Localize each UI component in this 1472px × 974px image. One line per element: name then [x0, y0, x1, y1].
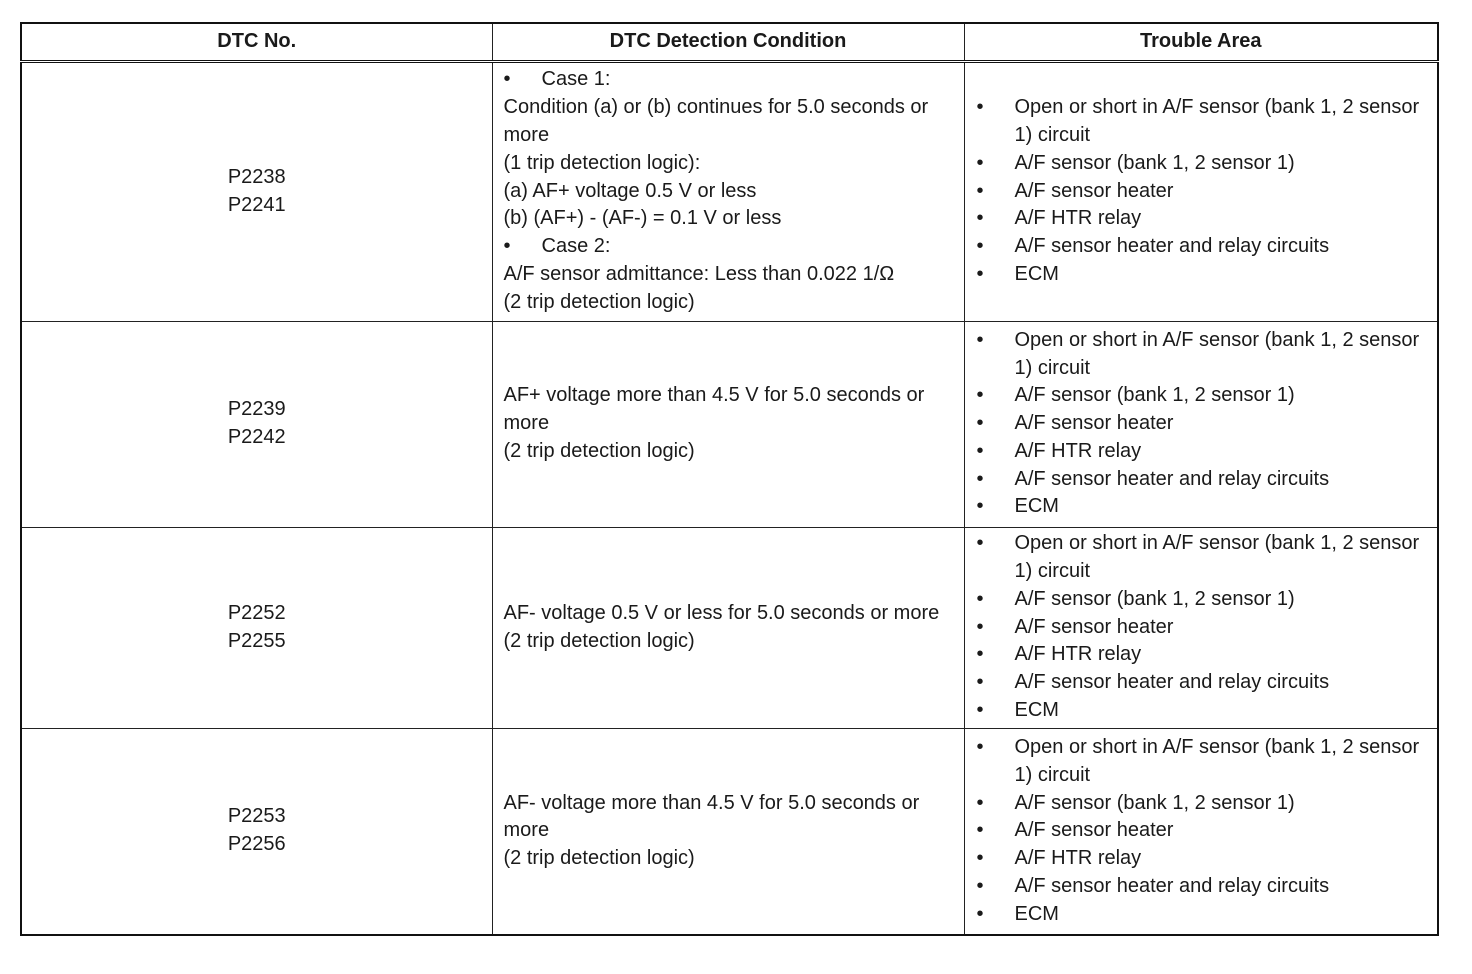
trouble-area-text: A/F HTR relay [1014, 439, 1142, 462]
list-item [977, 845, 1430, 873]
bullet: • [976, 235, 984, 258]
trouble-area-text: ECM [1014, 262, 1059, 285]
list-item [977, 327, 1430, 383]
trouble-area-cell [964, 321, 1438, 527]
trouble-area-text: ECM [1014, 902, 1059, 925]
bullet: • [976, 384, 984, 407]
list-item [977, 150, 1430, 178]
trouble-area-text: A/F HTR relay [1014, 207, 1142, 230]
bullet: • [976, 262, 984, 285]
bullet: • [976, 874, 984, 897]
case-label: Case 1: [541, 68, 611, 91]
trouble-area-text: Open or short in A/F sensor (bank 1, 2 sensor 1) circuit [1014, 735, 1420, 786]
trouble-area-text: A/F sensor heater [1014, 412, 1174, 435]
trouble-area-text: A/F HTR relay [1014, 643, 1142, 666]
dtc-code: P2241 [227, 193, 286, 216]
list-item [977, 697, 1430, 725]
trouble-area-text: A/F sensor (bank 1, 2 sensor 1) [1014, 384, 1295, 407]
list-item [977, 734, 1430, 790]
condition-line: (2 trip detection logic) [503, 629, 695, 652]
list-item [977, 614, 1430, 642]
bullet: • [503, 235, 511, 258]
case-1 [504, 66, 958, 94]
bullet: • [976, 615, 984, 638]
trouble-area-text: A/F sensor heater and relay circuits [1014, 874, 1330, 897]
bullet: • [976, 439, 984, 462]
bullet: • [976, 495, 984, 518]
condition-cell [492, 321, 964, 527]
dtc-code: P2256 [227, 833, 286, 856]
bullet: • [976, 467, 984, 490]
bullet: • [976, 207, 984, 230]
list-item [977, 178, 1430, 206]
bullet: • [976, 328, 984, 351]
bullet: • [503, 68, 511, 91]
condition-line: AF+ voltage more than 4.5 V for 5.0 seconds or more [503, 384, 925, 435]
trouble-area-text: A/F sensor heater and relay circuits [1014, 235, 1330, 258]
list-item [977, 641, 1430, 669]
header-dtc-no: DTC No. [21, 23, 492, 61]
trouble-area-list [977, 530, 1430, 725]
bullet: • [976, 847, 984, 870]
list-item [977, 901, 1430, 929]
condition-line: AF- voltage more than 4.5 V for 5.0 seconds or more [503, 791, 920, 842]
bullet: • [976, 587, 984, 610]
table-row [21, 61, 1438, 321]
condition-line: AF- voltage 0.5 V or less for 5.0 seconds or more [503, 601, 940, 624]
trouble-area-cell [964, 728, 1438, 935]
list-item [977, 261, 1430, 289]
bullet: • [976, 179, 984, 202]
trouble-area-text: A/F sensor heater [1014, 819, 1174, 842]
table-row [21, 728, 1438, 935]
trouble-area-text: Open or short in A/F sensor (bank 1, 2 sensor 1) circuit [1014, 96, 1420, 146]
condition-line: Condition (a) or (b) continues for 5.0 seconds or more [503, 96, 929, 146]
dtc-code: P2255 [227, 629, 286, 652]
trouble-area-cell [964, 527, 1438, 728]
bullet: • [976, 643, 984, 666]
trouble-area-list [977, 327, 1430, 522]
header-row [21, 23, 1438, 61]
condition-line: (b) (AF+) - (AF-) = 0.1 V or less [503, 207, 782, 230]
table-header [21, 23, 1438, 61]
bullet: • [976, 151, 984, 174]
list-item [977, 873, 1430, 901]
condition-line: (1 trip detection logic): [503, 151, 701, 174]
bullet: • [976, 698, 984, 721]
bullet: • [976, 735, 984, 758]
condition-line: (a) AF+ voltage 0.5 V or less [503, 179, 757, 202]
list-item [977, 382, 1430, 410]
condition-line: (2 trip detection logic) [503, 439, 695, 462]
table-row [21, 527, 1438, 728]
trouble-area-text: A/F sensor heater [1014, 179, 1174, 202]
bullet: • [976, 412, 984, 435]
case-label: Case 2: [541, 235, 611, 258]
dtc-cell [21, 728, 492, 935]
list-item [977, 586, 1430, 614]
bullet: • [976, 96, 984, 119]
header-detection-condition: DTC Detection Condition [492, 23, 964, 61]
table-row [21, 321, 1438, 527]
list-item [977, 438, 1430, 466]
bullet: • [976, 819, 984, 842]
trouble-area-text: ECM [1014, 698, 1059, 721]
list-item [977, 94, 1430, 150]
trouble-area-text: A/F sensor (bank 1, 2 sensor 1) [1014, 791, 1295, 814]
trouble-area-text: Open or short in A/F sensor (bank 1, 2 sensor 1) circuit [1014, 328, 1420, 379]
list-item [977, 669, 1430, 697]
trouble-area-text: Open or short in A/F sensor (bank 1, 2 sensor 1) circuit [1014, 532, 1420, 582]
table-body [21, 61, 1438, 935]
list-item [977, 410, 1430, 438]
list-item [977, 493, 1430, 521]
dtc-code: P2238 [227, 165, 286, 188]
bullet: • [976, 532, 984, 555]
case-2 [504, 233, 958, 261]
dtc-cell [21, 321, 492, 527]
condition-cell [492, 61, 964, 321]
header-trouble-area: Trouble Area [964, 23, 1438, 61]
bullet: • [976, 791, 984, 814]
dtc-cell [21, 527, 492, 728]
list-item [977, 205, 1430, 233]
dtc-code: P2252 [227, 601, 286, 624]
trouble-area-text: A/F sensor (bank 1, 2 sensor 1) [1014, 151, 1295, 174]
list-item [977, 790, 1430, 818]
trouble-area-text: A/F sensor heater [1014, 615, 1174, 638]
trouble-area-text: A/F sensor heater and relay circuits [1014, 467, 1330, 490]
trouble-area-text: A/F sensor heater and relay circuits [1014, 671, 1330, 694]
list-item [977, 233, 1430, 261]
bullet: • [976, 902, 984, 925]
list-item [977, 466, 1430, 494]
dtc-table [20, 22, 1439, 936]
condition-cell [492, 527, 964, 728]
dtc-code: P2239 [227, 398, 286, 421]
trouble-area-list [977, 94, 1430, 289]
dtc-cell [21, 61, 492, 321]
trouble-area-text: A/F sensor (bank 1, 2 sensor 1) [1014, 587, 1295, 610]
condition-line: (2 trip detection logic) [503, 847, 695, 870]
dtc-code: P2253 [227, 805, 286, 828]
trouble-area-text: A/F HTR relay [1014, 847, 1142, 870]
bullet: • [976, 671, 984, 694]
trouble-area-list [977, 734, 1430, 929]
list-item [977, 530, 1430, 586]
condition-cell [492, 728, 964, 935]
dtc-code: P2242 [227, 426, 286, 448]
condition-line: (2 trip detection logic) [503, 290, 695, 313]
list-item [977, 817, 1430, 845]
condition-line: A/F sensor admittance: Less than 0.022 1/Ω [503, 262, 895, 285]
trouble-area-cell [964, 61, 1438, 321]
trouble-area-text: ECM [1014, 495, 1059, 518]
